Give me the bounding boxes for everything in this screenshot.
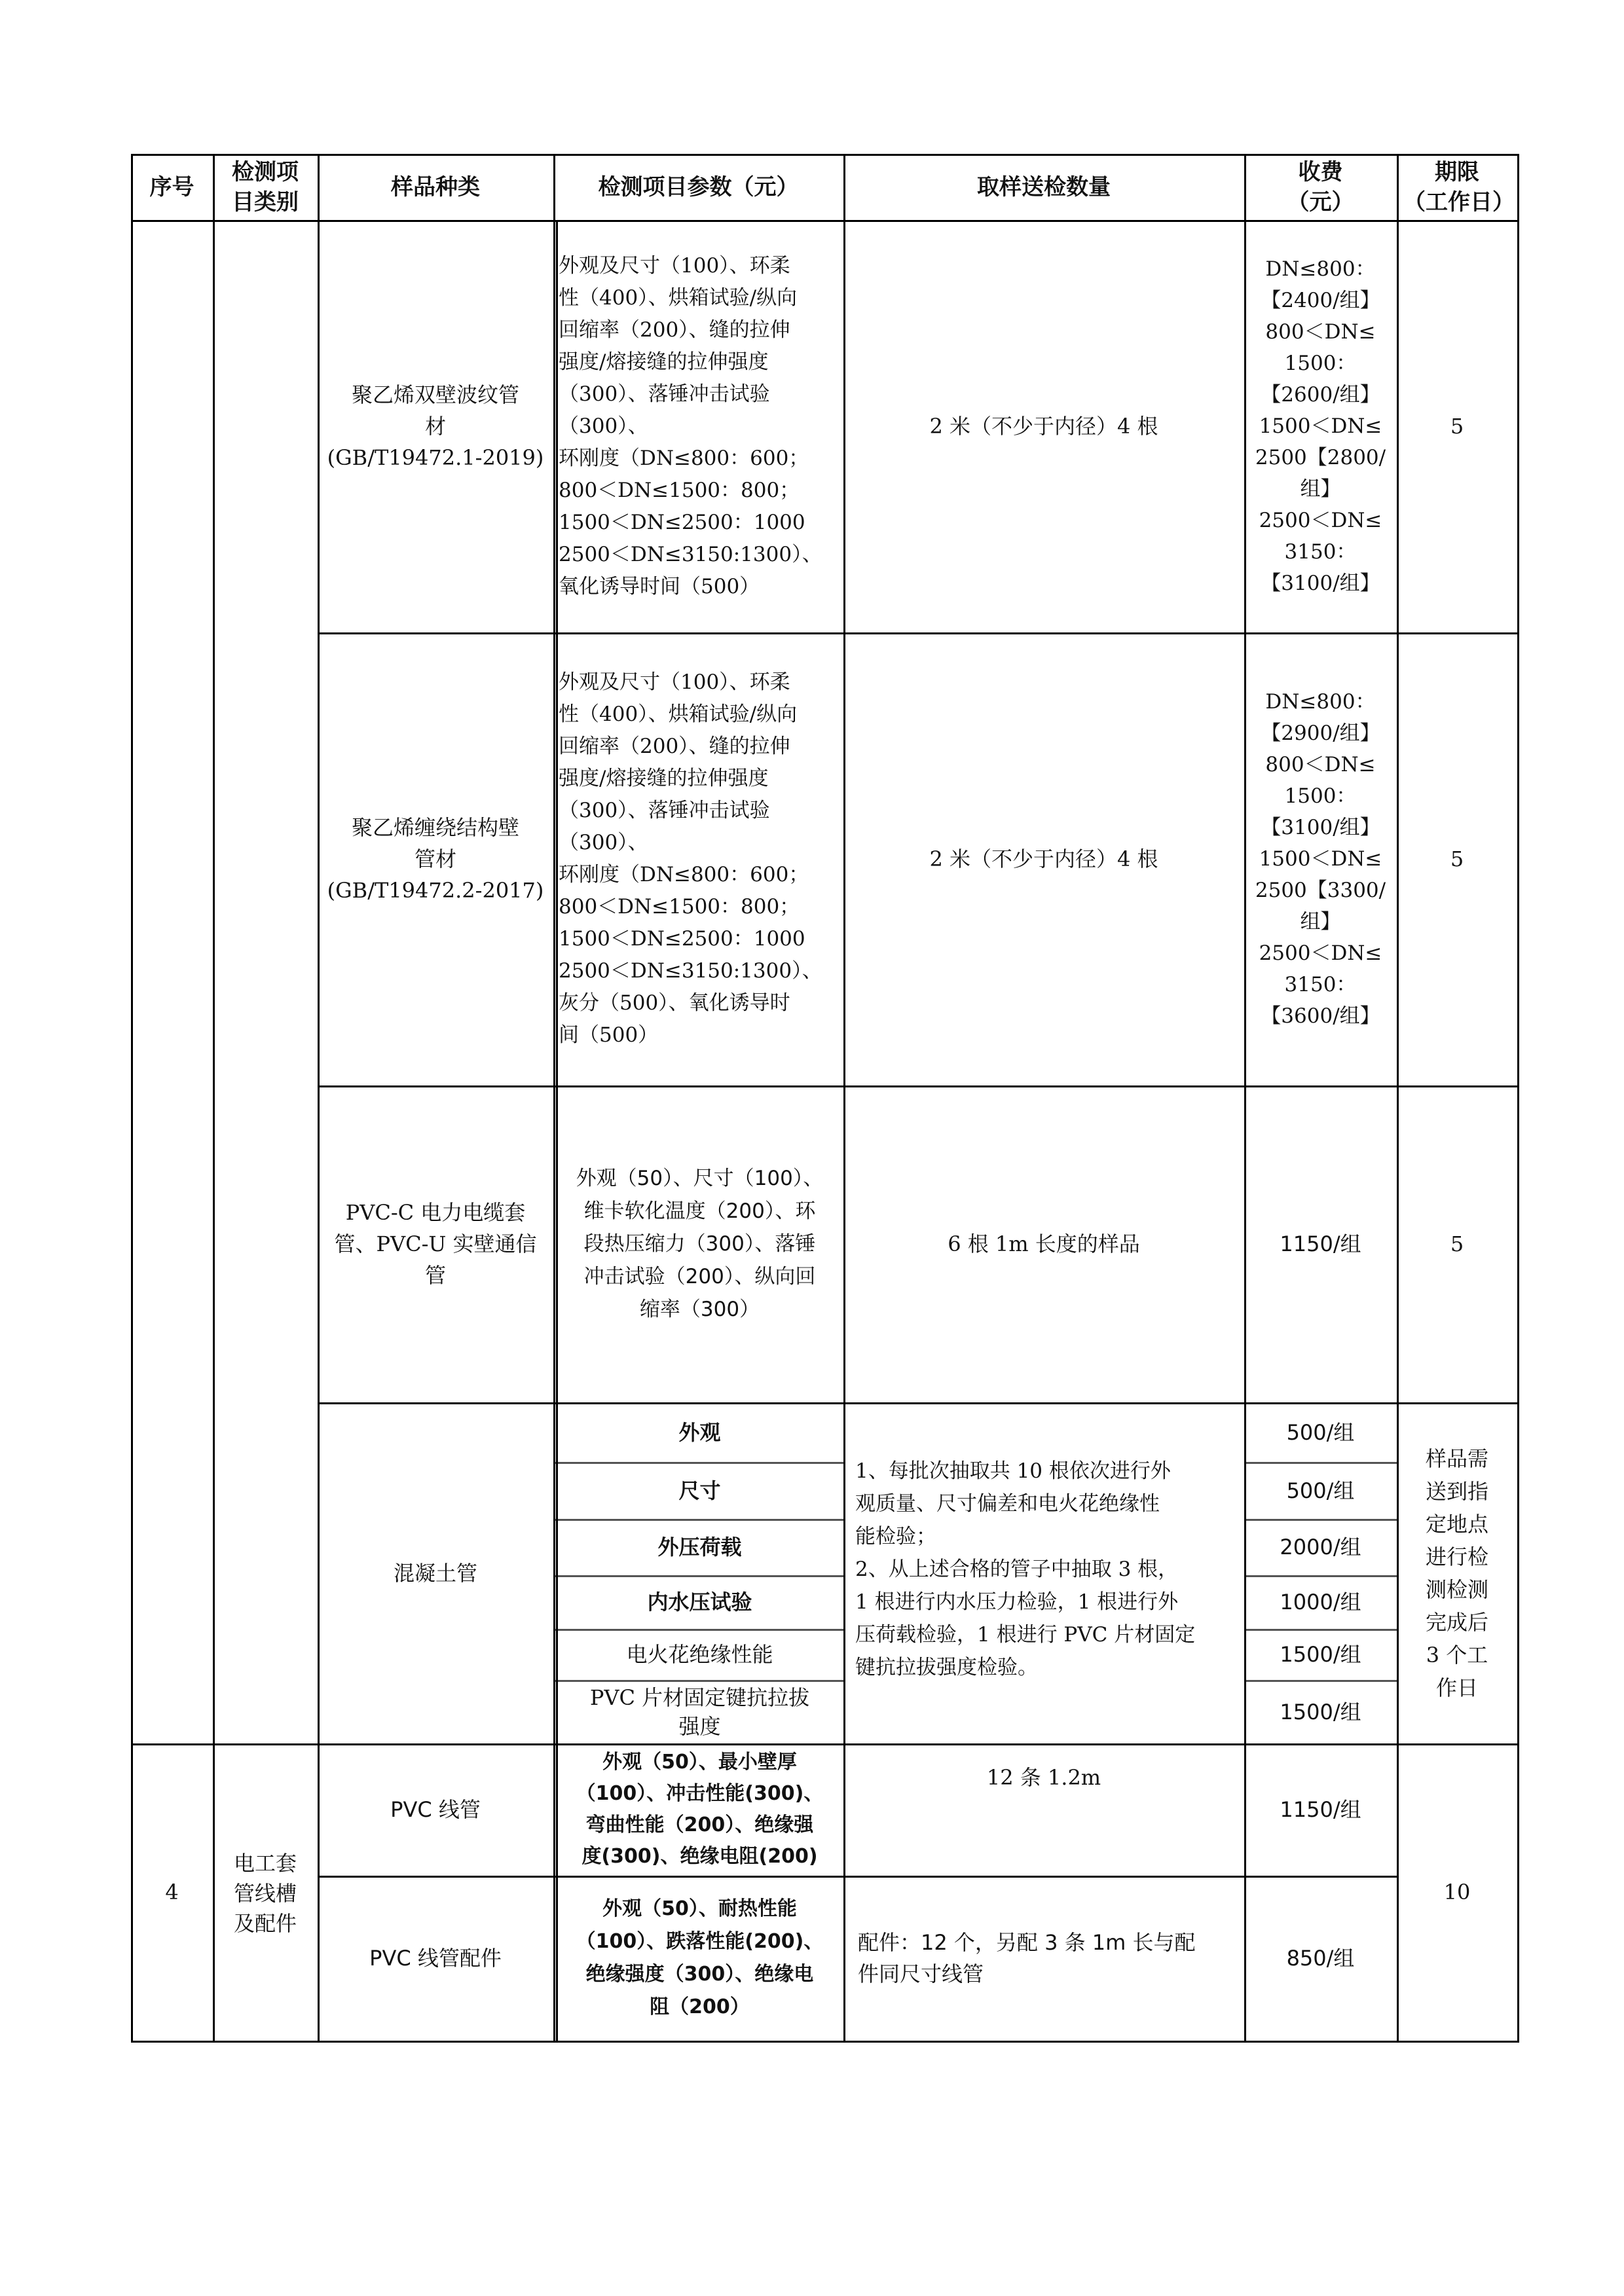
concrete-fee-item: 2000/组 (1280, 1535, 1361, 1559)
quantity-pvc-fittings: 配件：12 个，另配 3 条 1m 长与配 件同尺寸线管 (858, 1930, 1196, 1986)
concrete-fee-item: 1000/组 (1280, 1590, 1361, 1614)
sample-pvc-fittings: PVC 线管配件 (369, 1946, 502, 1971)
period-section-4: 10 (1443, 1880, 1471, 1904)
concrete-param-item: 尺寸 (678, 1478, 721, 1503)
concrete-fee-item: 1500/组 (1280, 1642, 1361, 1667)
quantity-pe-wound: 2 米（不少于内径）4 根 (929, 847, 1158, 871)
concrete-param-item: 外压荷载 (657, 1535, 742, 1559)
period-concrete: 样品需 送到指 定地点 进行检 测检测 完成后 3 个工 作日 (1425, 1446, 1488, 1700)
params-pvc-conduit: 外观（50）、最小壁厚 （100）、冲击性能(300)、 弯曲性能（200）、绝缘强 度(300)、绝缘电阻(200) (576, 1751, 824, 1868)
category-section-4: 电工套 管线槽 及配件 (233, 1851, 297, 1936)
table-right-border (1517, 154, 1519, 2043)
sample-pvc-c: PVC-C 电力电缆套 管、PVC-U 实壁通信 管 (334, 1200, 537, 1288)
fee-pvc-fittings: 850/组 (1286, 1946, 1355, 1971)
header-seq: 序号 (149, 173, 194, 200)
sample-pe-double-wall: 聚乙烯双壁波纹管 材 (GB/T19472.1-2019) (327, 382, 544, 470)
params-pvc-fittings: 外观（50）、耐热性能 （100）、跌落性能(200)、 绝缘强度（300）、绝缘电 阻（200） (576, 1897, 824, 2018)
header-sample: 样品种类 (391, 173, 480, 200)
concrete-param-item: 电火花绝缘性能 (626, 1642, 773, 1667)
concrete-param-item: PVC 片材固定键抗拉拔 强度 (589, 1685, 810, 1739)
params-pe-double-wall: 外观及尺寸（100）、环柔 性（400）、烘箱试验/纵向 回缩率（200）、缝的拉伸 强度/熔接缝的拉伸强度 （300）、落锤冲击试验 （300）、 环刚度（DN≤800：600； 800＜DN≤1500：800； 1500＜DN≤2500：1000 2500＜DN≤3150:1300）、 氧化诱导时间（500） (559, 253, 822, 598)
quantity-pvc-conduit: 12 条 1.2m (986, 1765, 1101, 1790)
period-pe-double-wall: 5 (1450, 414, 1464, 439)
sample-concrete: 混凝土管 (393, 1560, 477, 1586)
fee-pe-wound: DN≤800： 【2900/组】 800＜DN≤ 1500： 【3100/组】 1500＜DN≤ 2500【3300/ 组】 2500＜DN≤ 3150： 【3600/组】 (1255, 690, 1386, 1028)
header-period: 期限 （工作日） (1403, 158, 1515, 215)
sample-pvc-conduit: PVC 线管 (390, 1797, 481, 1822)
concrete-param-item: 内水压试验 (647, 1590, 752, 1614)
quantity-pvc-c: 6 根 1m 长度的样品 (948, 1231, 1140, 1256)
seq-section-4: 4 (165, 1880, 179, 1904)
fee-pe-double-wall: DN≤800： 【2400/组】 800＜DN≤ 1500： 【2600/组】 1500＜DN≤ 2500【2800/ 组】 2500＜DN≤ 3150： 【3100/组】 (1255, 257, 1386, 595)
concrete-fee-item: 1500/组 (1280, 1699, 1361, 1724)
column-divider (553, 154, 555, 2043)
concrete-fee-item: 500/组 (1286, 1478, 1355, 1503)
table-bottom-border (131, 2041, 1519, 2043)
header-quantity: 取样送检数量 (977, 173, 1111, 200)
quantity-concrete: 1、每批次抽取共 10 根依次进行外 观质量、尺寸偏差和电火花绝缘性 能检验； 2、从上述合格的管子中抽取 3 根， 1 根进行内水压力检验，1 根进行外 压荷载检验，1 根进行 PVC 片材固定 键抗拉拔强度检验。 (855, 1459, 1196, 1679)
concrete-param-item: 外观 (678, 1419, 721, 1445)
params-pe-wound: 外观及尺寸（100）、环柔 性（400）、烘箱试验/纵向 回缩率（200）、缝的拉伸 强度/熔接缝的拉伸强度 （300）、落锤冲击试验 （300）、 环刚度（DN≤800：600； 800＜DN≤1500：800； 1500＜DN≤2500：1000 2500＜DN≤3150:1300）、 灰分（500）、氧化诱导时 间（500） (559, 670, 822, 1047)
params-pvc-c: 外观（50）、尺寸（100）、 维卡软化温度（200）、环 段热压缩力（300）、落锤 冲击试验（200）、纵向回 缩率（300） (576, 1167, 824, 1321)
header-params: 检测项目参数（元） (598, 173, 799, 200)
period-pvc-c: 5 (1450, 1231, 1464, 1256)
sample-pe-wound: 聚乙烯缠绕结构壁 管材 (GB/T19472.2-2017) (327, 815, 544, 903)
quantity-pe-double-wall: 2 米（不少于内径）4 根 (929, 414, 1158, 439)
header-fee: 收费 （元） (1287, 158, 1354, 215)
header-category: 检测项 目类别 (232, 158, 299, 215)
concrete-fee-item: 500/组 (1286, 1419, 1355, 1445)
fee-pvc-conduit: 1150/组 (1280, 1797, 1361, 1822)
fee-pvc-c: 1150/组 (1280, 1231, 1361, 1256)
period-pe-wound: 5 (1450, 847, 1464, 871)
